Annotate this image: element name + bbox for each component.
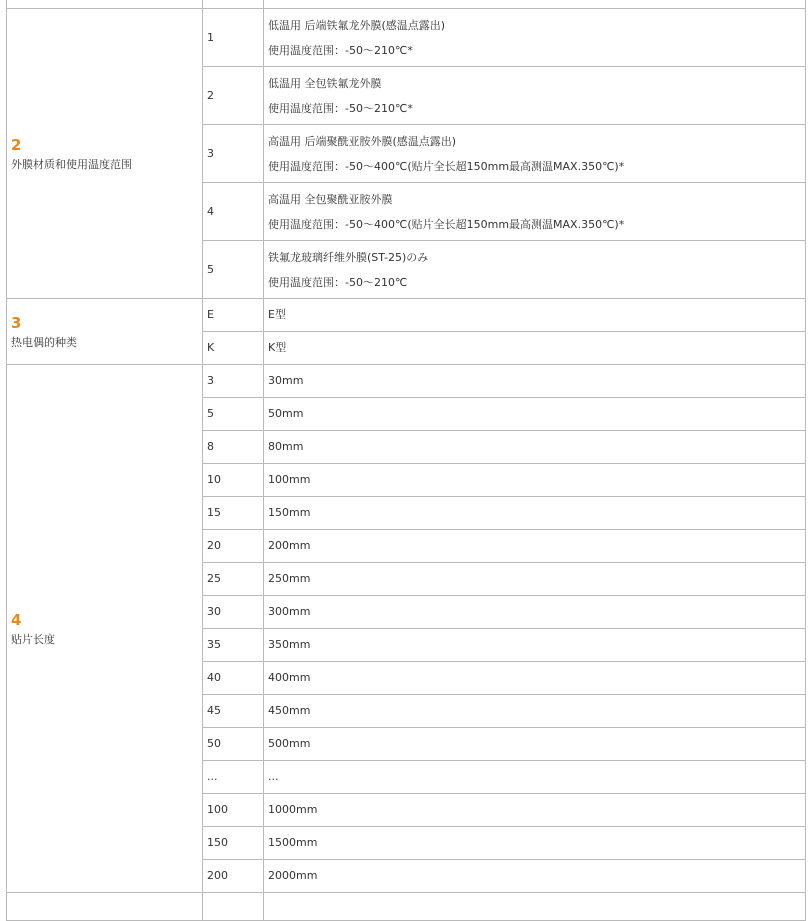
- cell-empty: [203, 893, 264, 921]
- code-cell: 10: [203, 464, 264, 497]
- code-cell: 3: [203, 365, 264, 398]
- table-row: [7, 365, 806, 398]
- value-cell: 400mm: [264, 662, 806, 695]
- desc-cell: [264, 183, 806, 241]
- code-cell: 3: [203, 125, 264, 183]
- desc-line: 低温用 全包铁氟龙外膜: [268, 76, 382, 90]
- table-row: [7, 299, 806, 332]
- temp-range-line: 使用温度范围：-50～210℃*: [268, 43, 413, 57]
- desc-cell: [264, 9, 806, 67]
- desc-cell: [264, 125, 806, 183]
- code-cell: 5: [203, 398, 264, 431]
- temp-range-line: 使用温度范围：-50～210℃: [268, 275, 408, 289]
- code-cell: 2: [203, 67, 264, 125]
- desc-line: 铁氟龙玻璃纤维外膜(ST-25)のみ: [268, 250, 429, 264]
- code-cell: 100: [203, 794, 264, 827]
- value-cell: 500mm: [264, 728, 806, 761]
- code-cell: 40: [203, 662, 264, 695]
- value-cell: 300mm: [264, 596, 806, 629]
- code-cell: 25: [203, 563, 264, 596]
- code-cell: E: [203, 299, 264, 332]
- desc-cell: [264, 241, 806, 299]
- temp-range-line: 使用温度范围：-50～400℃(贴片全长超150mm最高测温MAX.350℃)*: [268, 217, 625, 231]
- code-cell: 200: [203, 860, 264, 893]
- cell-empty: [264, 0, 806, 9]
- table-row: [7, 9, 806, 67]
- temp-range-line: 使用温度范围：-50～400℃(贴片全长超150mm最高测温MAX.350℃)*: [268, 159, 625, 173]
- code-cell: 30: [203, 596, 264, 629]
- group-number: 4: [11, 610, 22, 629]
- value-cell: 350mm: [264, 629, 806, 662]
- value-cell: 80mm: [264, 431, 806, 464]
- table-row-partial: [7, 893, 806, 921]
- code-cell: K: [203, 332, 264, 365]
- value-cell: 200mm: [264, 530, 806, 563]
- value-cell: K型: [264, 332, 806, 365]
- group-label: 热电偶的种类: [11, 335, 77, 349]
- code-cell: 50: [203, 728, 264, 761]
- group-header-material: [7, 9, 203, 299]
- group-number: 3: [11, 313, 22, 332]
- cell-empty: [7, 0, 203, 9]
- group-number: 2: [11, 135, 22, 154]
- code-cell: 45: [203, 695, 264, 728]
- cell-empty: [203, 0, 264, 9]
- value-cell: 1500mm: [264, 827, 806, 860]
- code-cell: 1: [203, 9, 264, 67]
- code-cell: 8: [203, 431, 264, 464]
- desc-line: 低温用 后端铁氟龙外膜(感温点露出): [268, 18, 446, 32]
- spec-table: [6, 0, 806, 921]
- value-cell: 30mm: [264, 365, 806, 398]
- code-cell: 5: [203, 241, 264, 299]
- table-row-partial: [7, 0, 806, 9]
- group-header-thermocouple-type: [7, 299, 203, 365]
- value-cell: 250mm: [264, 563, 806, 596]
- cell-empty: [7, 893, 203, 921]
- value-cell: 450mm: [264, 695, 806, 728]
- code-cell: 20: [203, 530, 264, 563]
- group-header-patch-length: [7, 365, 203, 893]
- value-cell: 1000mm: [264, 794, 806, 827]
- desc-line: 高温用 全包聚酰亚胺外膜: [268, 192, 393, 206]
- value-cell: ...: [264, 761, 806, 794]
- cell-empty: [264, 893, 806, 921]
- group-label: 贴片长度: [11, 632, 55, 646]
- value-cell: 100mm: [264, 464, 806, 497]
- value-cell: E型: [264, 299, 806, 332]
- code-cell: 15: [203, 497, 264, 530]
- code-cell: ...: [203, 761, 264, 794]
- code-cell: 4: [203, 183, 264, 241]
- desc-line: 高温用 后端聚酰亚胺外膜(感温点露出): [268, 134, 457, 148]
- value-cell: 150mm: [264, 497, 806, 530]
- code-cell: 35: [203, 629, 264, 662]
- code-cell: 150: [203, 827, 264, 860]
- group-label: 外膜材质和使用温度范围: [11, 157, 132, 171]
- value-cell: 2000mm: [264, 860, 806, 893]
- temp-range-line: 使用温度范围：-50～210℃*: [268, 101, 413, 115]
- desc-cell: [264, 67, 806, 125]
- value-cell: 50mm: [264, 398, 806, 431]
